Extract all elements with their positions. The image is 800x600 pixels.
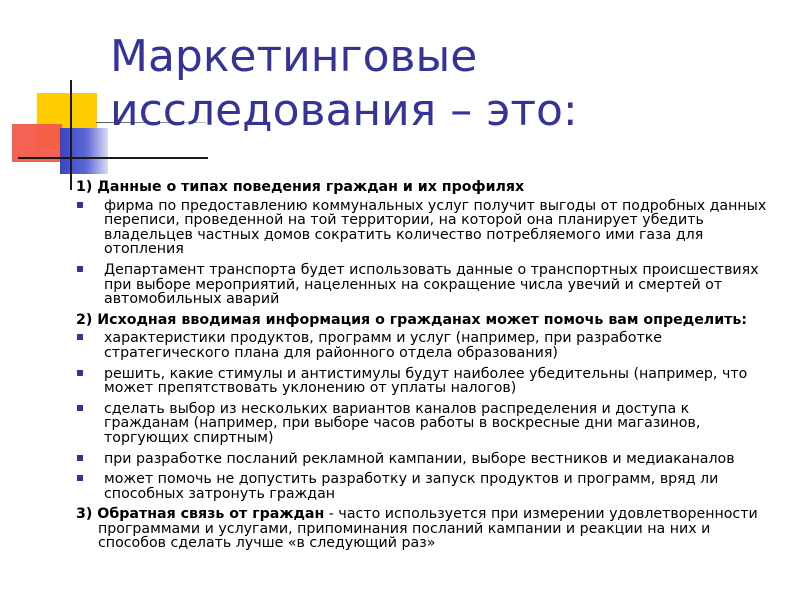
list-item [76,452,776,467]
square-bullet-icon [77,202,83,208]
slide-content [76,180,776,555]
slide-title-line-1: Маркетинговые [110,31,478,82]
section-3-heading [76,507,776,551]
square-bullet-icon [77,475,83,481]
section-2-list [76,331,776,501]
section-2-heading: 2) Исходная вводимая информация о гражданах может помочь вам определить: [76,311,748,328]
list-item [76,263,776,307]
list-item-text: фирма по предоставлению коммунальных услуг получит выгоды от подробных данных переписи, проведенной на той территории, на которой она планирует убедить владельцев частных домов сократить количество потребляемого ими газа для отопления [104,197,767,258]
square-bullet-icon [77,405,83,411]
section-3-heading-text: - часто используется при измерении удовлетворенности программами и услугами, припоминания посланий кампании и реакции на них и способов сделать лучше «в следующий раз» [98,506,758,552]
list-item-text: при разработке посланий рекламной кампании, выборе вестников и медиаканалов [104,450,735,467]
list-item [76,367,776,396]
section-1-heading: 1) Данные о типах поведения граждан и их профилях [76,179,525,195]
decor-vertical-line [70,80,72,190]
list-item [76,199,776,257]
square-bullet-icon [77,334,83,340]
list-item-text: Департамент транспорта будет использовать данные о транспортных происшествиях при выборе мероприятий, нацеленных на сокращение числа увечий и смертей от автомобильных аварий [104,261,759,308]
section-1-list [76,199,776,307]
list-item-text: характеристики продуктов, программ и услуг (например, при разработке стратегического плана для районного отдела образования) [104,330,663,361]
list-item-text: решить, какие стимулы и антистимулы будут наиболее убедительны (например, что может препятствовать уклонению от уплаты налогов) [104,365,748,397]
list-item-text: может помочь не допустить разработку и запуск продуктов и программ, вряд ли способных затронуть граждан [104,471,719,502]
square-bullet-icon [77,455,83,461]
square-bullet-icon [77,370,83,376]
square-bullet-icon [77,266,83,272]
list-item [76,331,776,360]
decor-horizontal-line [18,157,208,159]
list-item [76,472,776,501]
slide-title-line-2: исследования – это: [110,85,578,136]
section-3-heading-bold: 3) Обратная связь от граждан [76,506,325,523]
decor-blue-square [60,128,108,174]
list-item [76,402,776,446]
slide-title [110,30,770,138]
list-item-text: сделать выбор из нескольких вариантов каналов распределения и доступа к гражданам (например, при выборе часов работы в воскресные дни магазинов, торгующих спиртным) [104,400,701,446]
